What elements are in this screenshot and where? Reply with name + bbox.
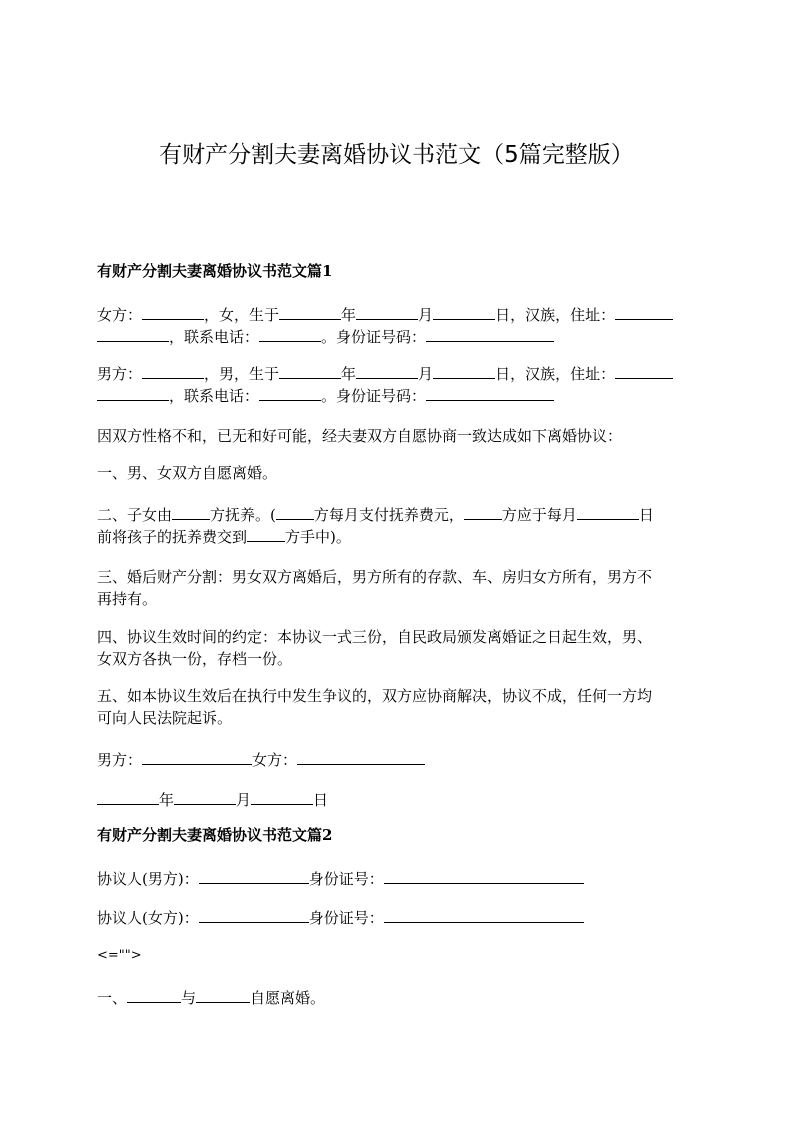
male-name-blank [142,363,204,379]
female-phone-blank [259,326,321,342]
female-text-4: 。身份证号码： [321,328,427,346]
female-party-line-2 [97,326,554,347]
clause-2-line-2 [97,526,351,547]
female-text-2: 日，汉族，住址： [495,306,616,324]
female-label: 女方： [97,306,143,324]
party-male-line [97,868,584,889]
clause-3-line-1: 三、婚后财产分割：男女双方离婚后，男方所有的存款、车、房归女方所有，男方不 [97,568,653,586]
sign-month-label: 月 [236,791,252,809]
male-id-blank [426,385,554,401]
female-text-3: ，联系电话： [169,328,260,346]
markup-artifact: <=""> [97,948,142,963]
date-line [97,789,328,810]
party-male-name-blank [199,868,309,884]
male-birth-year-blank [279,363,341,379]
female-birth-day-blank [433,304,495,320]
male-birth-month-blank [356,363,418,379]
party-female-line [97,907,584,928]
clause-2-line-1 [97,504,654,525]
female-party-line-1 [97,304,673,325]
female-birth-year-blank [279,304,341,320]
s2-party-b-blank [196,987,250,1003]
section-2-heading: 有财产分割夫妻离婚协议书范文篇2 [97,826,333,844]
sign-year-blank [97,789,159,805]
male-month-label: 月 [418,365,434,383]
clause-4-line-2: 女双方各执一份，存档一份。 [97,650,293,668]
s2-clause-1-text-c: 自愿离婚。 [250,989,326,1007]
clause-2-text-c: 方每月支付抚养费元， [313,506,464,524]
recipient-party-blank [247,526,285,542]
male-address-blank [615,363,673,379]
female-text-1: ，女，生于 [204,306,280,324]
document-title: 有财产分割夫妻离婚协议书范文（5篇完整版） [159,142,634,168]
female-address-blank [615,304,673,320]
payer-party-blank-2 [464,504,502,520]
sign-day-blank [251,789,313,805]
custody-party-blank [172,504,210,520]
party-female-id-blank [384,907,584,923]
sign-year-label: 年 [159,791,175,809]
male-birth-day-blank [433,363,495,379]
payment-day-blank [577,504,639,520]
female-signature-blank [297,749,425,765]
sign-month-blank [174,789,236,805]
male-text-2: 日，汉族，住址： [495,365,616,383]
section-2-clause-1 [97,987,325,1008]
clause-4-line-1: 四、协议生效时间的约定：本协议一式三份，自民政局颁发离婚证之日起生效，男、 [97,628,653,646]
clause-2-text-b: 方抚养。( [210,506,276,524]
male-phone-blank [259,385,321,401]
party-male-label: 协议人(男方)： [97,870,199,888]
party-female-id-label: 身份证号： [308,909,384,927]
clause-3-line-2: 再持有。 [97,590,158,608]
male-address-blank-cont [97,385,169,401]
female-id-blank [426,326,554,342]
clause-2-text-a: 二、子女由 [97,506,173,524]
signature-line [97,749,425,770]
s2-party-a-blank [127,987,181,1003]
male-year-label: 年 [341,365,357,383]
female-address-blank-cont [97,326,169,342]
party-male-id-blank [384,868,584,884]
male-signature-label: 男方： [97,751,143,769]
male-signature-blank [142,749,252,765]
female-signature-label: 女方： [252,751,298,769]
intro-paragraph: 因双方性格不和，已无和好可能，经夫妻双方自愿协商一致达成如下离婚协议： [97,427,623,445]
male-label: 男方： [97,365,143,383]
clause-5-line-1: 五、如本协议生效后在执行中发生争议的，双方应协商解决，协议不成，任何一方均 [97,687,653,705]
s2-clause-1-text-a: 一、 [97,989,128,1007]
party-male-id-label: 身份证号： [308,870,384,888]
male-party-line-2 [97,385,554,406]
clause-2-text-f: 前将孩子的抚养费交到 [97,528,248,546]
clause-1: 一、男、女双方自愿离婚。 [97,464,278,482]
female-name-blank [142,304,204,320]
clause-2-text-d: 方应于每月 [501,506,577,524]
section-1-heading: 有财产分割夫妻离婚协议书范文篇1 [97,262,333,280]
sign-day-label: 日 [313,791,329,809]
female-month-label: 月 [418,306,434,324]
clause-2-text-e: 日 [638,506,654,524]
male-text-4: 。身份证号码： [321,387,427,405]
s2-clause-1-text-b: 与 [181,989,197,1007]
party-female-label: 协议人(女方)： [97,909,199,927]
male-text-1: ，男，生于 [204,365,280,383]
party-female-name-blank [199,907,309,923]
clause-5-line-2: 可向人民法院起诉。 [97,709,233,727]
male-party-line-1 [97,363,673,384]
female-birth-month-blank [356,304,418,320]
male-text-3: ，联系电话： [169,387,260,405]
clause-2-text-g: 方手中)。 [285,528,351,546]
female-year-label: 年 [341,306,357,324]
payer-party-blank [276,504,314,520]
